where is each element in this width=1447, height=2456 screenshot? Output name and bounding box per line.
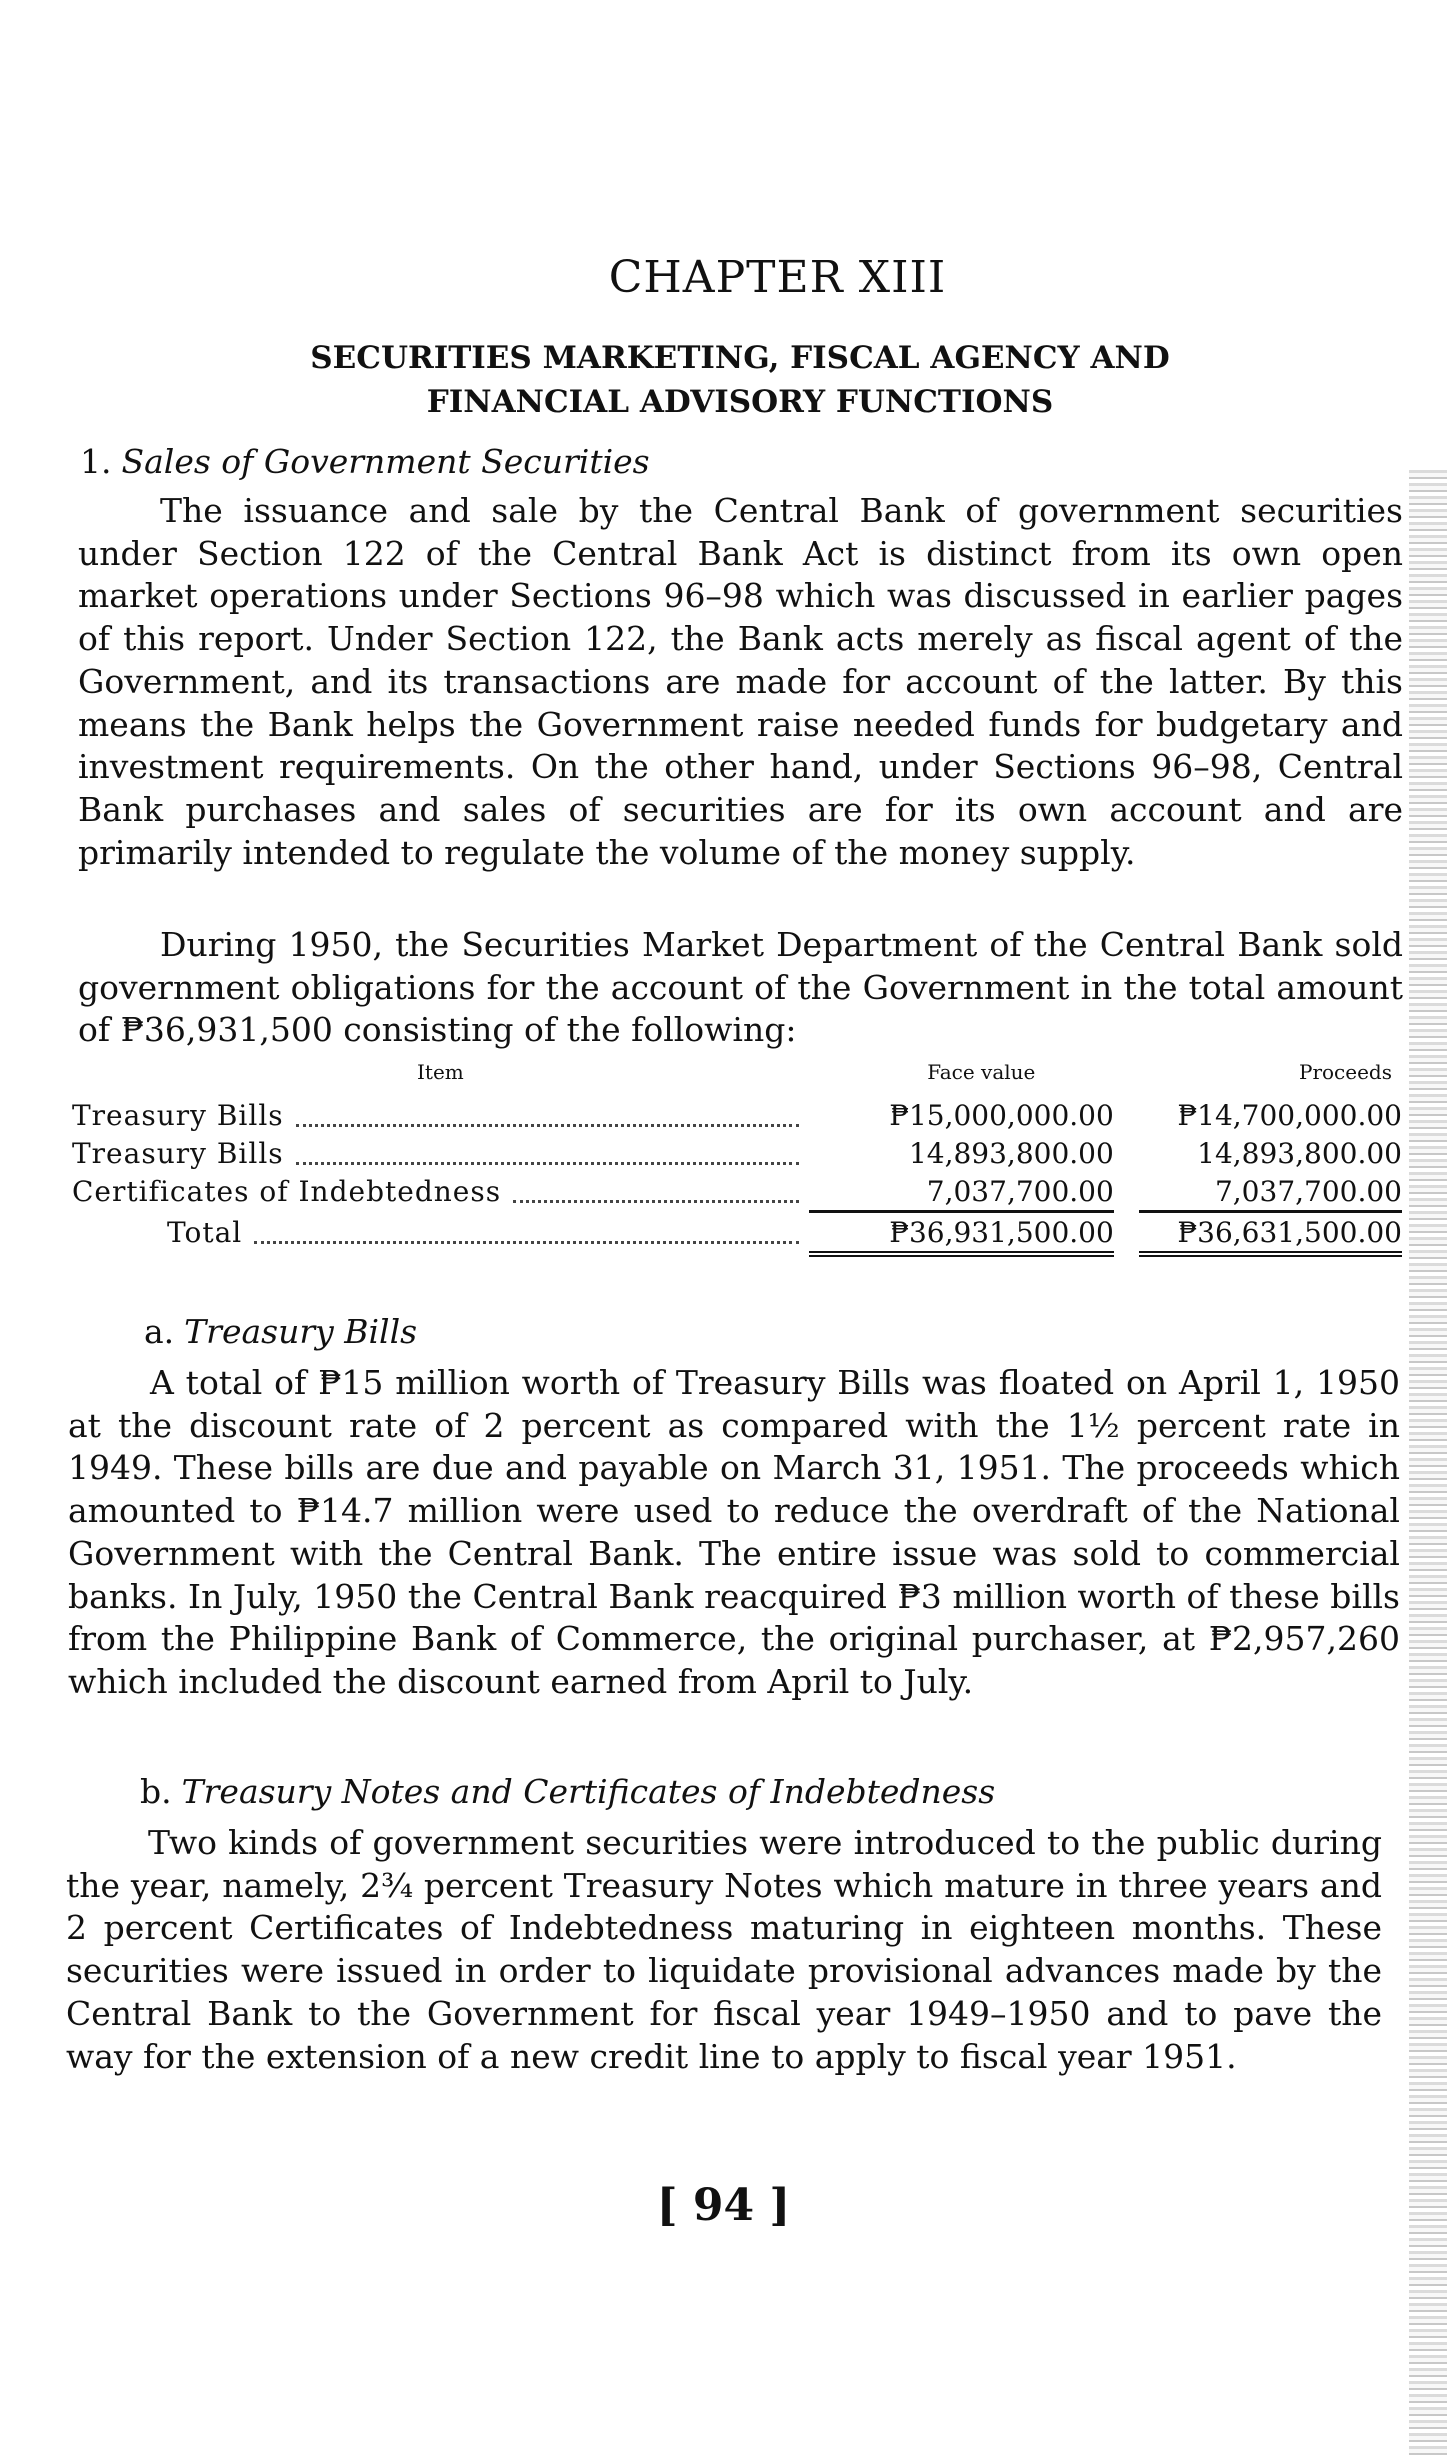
row-face-value: ₱15,000,000.00 xyxy=(889,1098,1114,1132)
leader-dots xyxy=(513,1180,799,1203)
section-a-letter: a. xyxy=(144,1312,175,1351)
chapter-heading-line-2: FINANCIAL ADVISORY FUNCTIONS xyxy=(426,384,1054,420)
row-proceeds: 14,893,800.00 xyxy=(1197,1136,1402,1170)
page-number: [ 94 ] xyxy=(656,2180,791,2231)
table-row xyxy=(72,1134,1402,1172)
total-label: Total xyxy=(167,1216,243,1250)
section-b-title: Treasury Notes and Certificates of Indebtedness xyxy=(181,1772,996,1811)
row-proceeds: 7,037,700.00 xyxy=(1214,1174,1402,1208)
total-face-value: ₱36,931,500.00 xyxy=(809,1212,1114,1255)
section-1-title: Sales of Government Securities xyxy=(121,442,650,481)
leader-dots xyxy=(296,1142,799,1165)
section-a-title: Treasury Bills xyxy=(184,1312,418,1351)
section-1-paragraph-2: During 1950, the Securities Market Department of the Central Bank sold government obligations for the account of the Government in the total amount of ₱36,931,500 consisting of the following: xyxy=(78,925,1403,1050)
row-proceeds: ₱14,700,000.00 xyxy=(1177,1098,1402,1132)
section-1-heading xyxy=(80,442,650,481)
table-row xyxy=(72,1096,1402,1134)
table-row xyxy=(72,1172,1402,1212)
row-face-value: 7,037,700.00 xyxy=(926,1174,1114,1208)
page-edge-shadow xyxy=(1409,470,1447,2456)
row-item: Treasury Bills xyxy=(72,1098,284,1132)
table-header-row xyxy=(72,1060,1402,1096)
header-face-value: Face value xyxy=(927,1060,1036,1084)
chapter-heading xyxy=(260,336,1220,424)
row-face-value: 14,893,800.00 xyxy=(908,1136,1114,1170)
section-b-paragraph: Two kinds of government securities were introduced to the public during the year, namely, 2¾ percent Treasury Notes which mature in three years and 2 percent Certificates of Indebtedness maturing in eighteen months. These securities were issued in order to liquidate provisional advances made by the Central Bank to the Government for fiscal year 1949–1950 and to pave the way for the extension of a new credit line to apply to fiscal year 1951. xyxy=(66,1823,1382,2076)
leader-dots xyxy=(296,1104,799,1127)
section-b-letter: b. xyxy=(140,1772,172,1811)
row-item: Treasury Bills xyxy=(72,1136,284,1170)
leader-dots xyxy=(254,1221,799,1244)
section-1-number: 1. xyxy=(80,442,112,481)
chapter-heading-line-1: SECURITIES MARKETING, FISCAL AGENCY AND xyxy=(310,340,1170,376)
total-proceeds: ₱36,631,500.00 xyxy=(1139,1212,1402,1255)
chapter-title: CHAPTER XIII xyxy=(608,252,947,303)
header-item: Item xyxy=(417,1060,464,1084)
section-1-paragraph-1: The issuance and sale by the Central Bank of government securities under Section 122 of the Central Bank Act is distinct from its own open market operations under Sections 96–98 which was discussed in earlier pages of this report. Under Section 122, the Bank acts merely as fiscal agent of the Government, and its transactions are made for account of the latter. By this means the Bank helps the Government raise needed funds for budgetary and investment requirements. On the other hand, under Sections 96–98, Central Bank purchases and sales of securities are for its own account and are primarily intended to regulate the volume of the money supply. xyxy=(78,491,1403,872)
section-a-heading xyxy=(144,1312,417,1351)
table-total-row xyxy=(72,1212,1402,1255)
section-a-paragraph: A total of ₱15 million worth of Treasury Bills was floated on April 1, 1950 at the discount rate of 2 percent as compared with the 1½ percent rate in 1949. These bills are due and payable on March 31, 1951. The proceeds which amounted to ₱14.7 million were used to reduce the overdraft of the National Government with the Central Bank. The entire issue was sold to commercial banks. In July, 1950 the Central Bank reacquired ₱3 million worth of these bills from the Philippine Bank of Commerce, the original purchaser, at ₱2,957,260 which included the discount earned from April to July. xyxy=(68,1363,1400,1701)
header-proceeds: Proceeds xyxy=(1299,1060,1392,1084)
row-item: Certificates of Indebtedness xyxy=(72,1175,502,1209)
securities-table xyxy=(72,1060,1402,1257)
section-b-heading xyxy=(140,1772,995,1811)
